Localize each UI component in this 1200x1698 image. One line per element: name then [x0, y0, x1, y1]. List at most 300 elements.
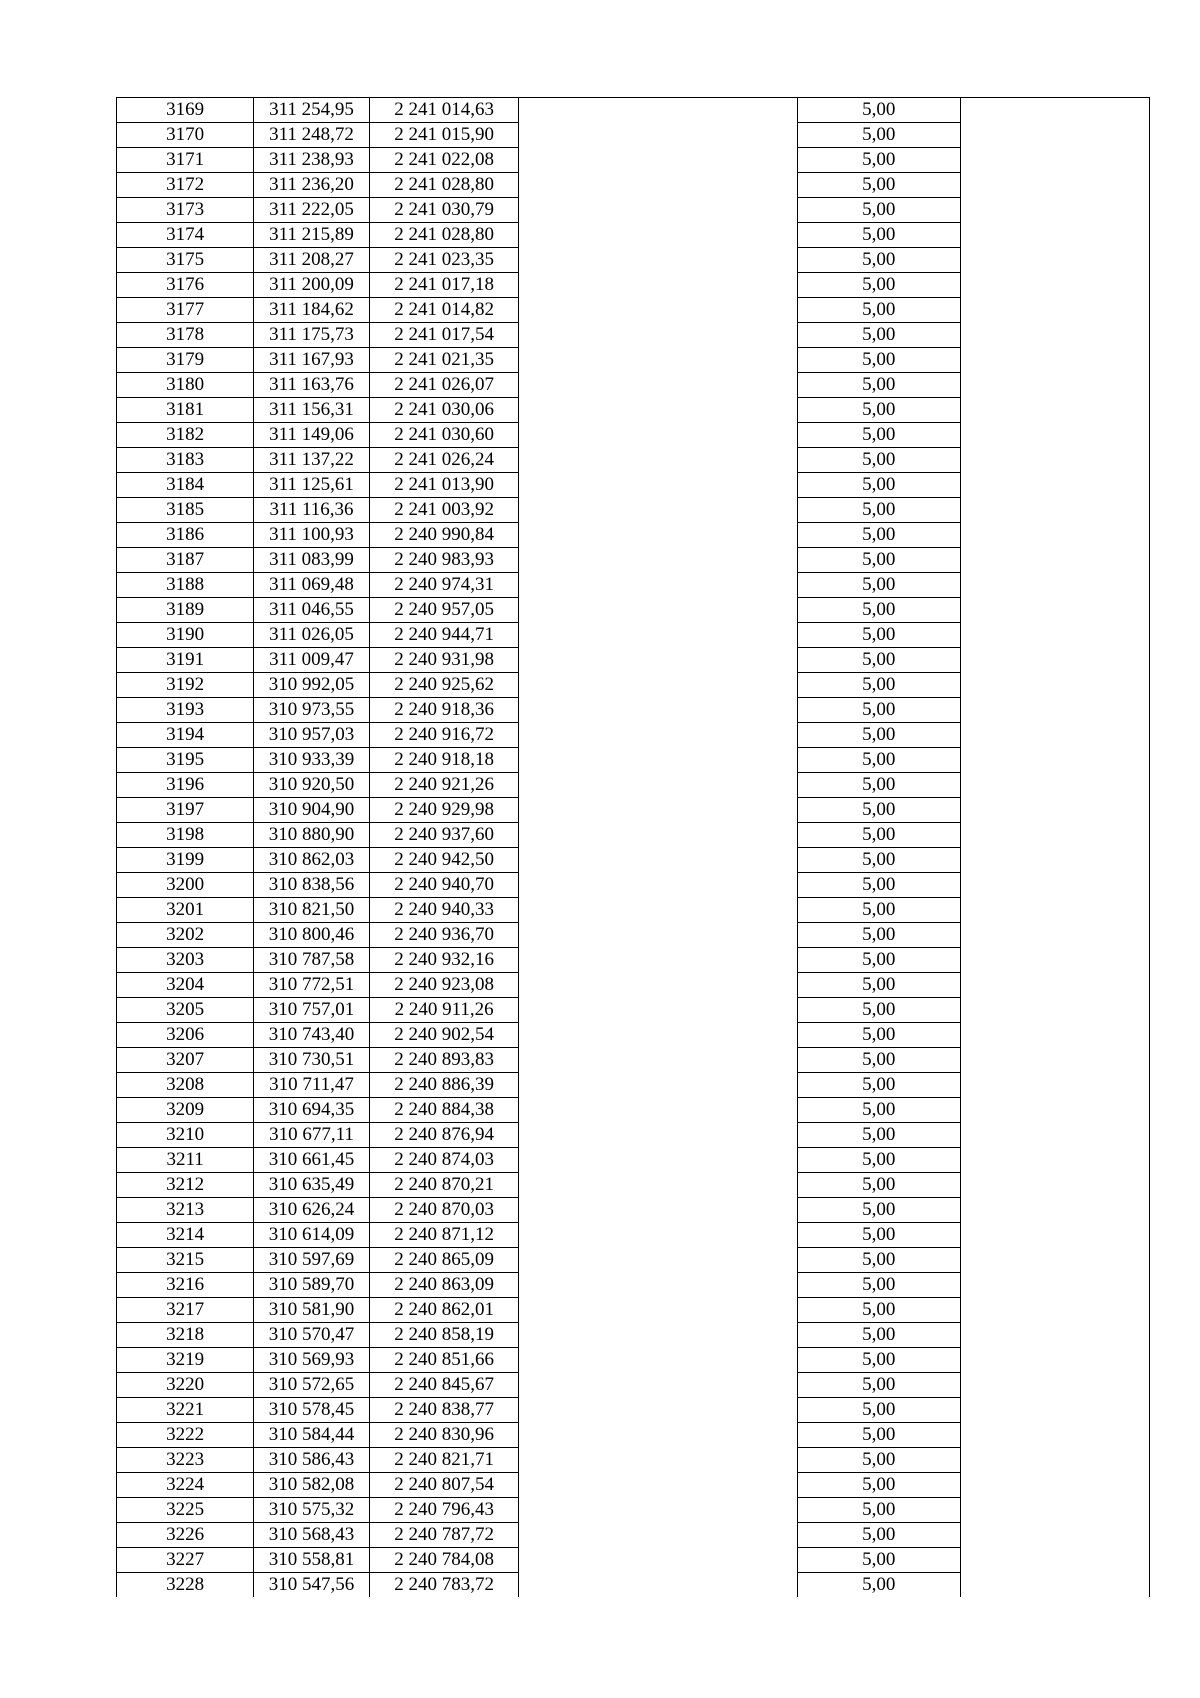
point-number-cell: 3220	[117, 1373, 254, 1398]
point-number-cell: 3176	[117, 273, 254, 298]
error-value-cell: 5,00	[797, 98, 960, 123]
empty-cell	[519, 1048, 797, 1073]
x-coordinate-cell: 310 575,32	[254, 1498, 370, 1523]
empty-cell	[519, 1273, 797, 1298]
y-coordinate-cell: 2 240 929,98	[369, 798, 518, 823]
error-value-cell: 5,00	[797, 498, 960, 523]
empty-cell	[519, 1023, 797, 1048]
point-number-cell: 3181	[117, 398, 254, 423]
table-row	[117, 348, 1150, 373]
error-value-cell: 5,00	[797, 798, 960, 823]
empty-cell	[960, 848, 1149, 873]
error-value-cell: 5,00	[797, 598, 960, 623]
point-number-cell: 3201	[117, 898, 254, 923]
x-coordinate-cell: 310 581,90	[254, 1298, 370, 1323]
empty-cell	[960, 1148, 1149, 1173]
error-value-cell: 5,00	[797, 1273, 960, 1298]
y-coordinate-cell: 2 240 851,66	[369, 1348, 518, 1373]
point-number-cell: 3169	[117, 98, 254, 123]
y-coordinate-cell: 2 240 886,39	[369, 1073, 518, 1098]
point-number-cell: 3189	[117, 598, 254, 623]
empty-cell	[519, 1223, 797, 1248]
point-number-cell: 3217	[117, 1298, 254, 1323]
table-row	[117, 273, 1150, 298]
table-row	[117, 448, 1150, 473]
y-coordinate-cell: 2 240 858,19	[369, 1323, 518, 1348]
y-coordinate-cell: 2 241 017,54	[369, 323, 518, 348]
error-value-cell: 5,00	[797, 573, 960, 598]
error-value-cell: 5,00	[797, 1123, 960, 1148]
point-number-cell: 3205	[117, 998, 254, 1023]
table-row	[117, 573, 1150, 598]
y-coordinate-cell: 2 241 021,35	[369, 348, 518, 373]
table-row	[117, 523, 1150, 548]
table-row	[117, 498, 1150, 523]
table-row	[117, 898, 1150, 923]
x-coordinate-cell: 310 957,03	[254, 723, 370, 748]
empty-cell	[960, 1073, 1149, 1098]
y-coordinate-cell: 2 241 017,18	[369, 273, 518, 298]
empty-cell	[519, 1323, 797, 1348]
x-coordinate-cell: 311 184,62	[254, 298, 370, 323]
point-number-cell: 3204	[117, 973, 254, 998]
empty-cell	[960, 948, 1149, 973]
x-coordinate-cell: 311 200,09	[254, 273, 370, 298]
x-coordinate-cell: 311 149,06	[254, 423, 370, 448]
y-coordinate-cell: 2 240 918,36	[369, 698, 518, 723]
y-coordinate-cell: 2 241 015,90	[369, 123, 518, 148]
x-coordinate-cell: 311 175,73	[254, 323, 370, 348]
error-value-cell: 5,00	[797, 523, 960, 548]
error-value-cell: 5,00	[797, 1148, 960, 1173]
y-coordinate-cell: 2 240 902,54	[369, 1023, 518, 1048]
point-number-cell: 3216	[117, 1273, 254, 1298]
empty-cell	[519, 723, 797, 748]
table-row	[117, 1298, 1150, 1323]
empty-cell	[519, 1123, 797, 1148]
x-coordinate-cell: 311 083,99	[254, 548, 370, 573]
x-coordinate-cell: 310 568,43	[254, 1523, 370, 1548]
table-row	[117, 998, 1150, 1023]
table-row	[117, 723, 1150, 748]
error-value-cell: 5,00	[797, 223, 960, 248]
error-value-cell: 5,00	[797, 323, 960, 348]
x-coordinate-cell: 310 757,01	[254, 998, 370, 1023]
error-value-cell: 5,00	[797, 423, 960, 448]
table-row	[117, 1373, 1150, 1398]
table-row	[117, 323, 1150, 348]
y-coordinate-cell: 2 241 022,08	[369, 148, 518, 173]
error-value-cell: 5,00	[797, 373, 960, 398]
empty-cell	[519, 748, 797, 773]
empty-cell	[519, 673, 797, 698]
empty-cell	[519, 873, 797, 898]
error-value-cell: 5,00	[797, 123, 960, 148]
empty-cell	[960, 1248, 1149, 1273]
y-coordinate-cell: 2 240 990,84	[369, 523, 518, 548]
table-row	[117, 98, 1150, 123]
point-number-cell: 3218	[117, 1323, 254, 1348]
point-number-cell: 3224	[117, 1473, 254, 1498]
x-coordinate-cell: 310 558,81	[254, 1548, 370, 1573]
empty-cell	[960, 598, 1149, 623]
y-coordinate-cell: 2 241 030,06	[369, 398, 518, 423]
y-coordinate-cell: 2 241 030,79	[369, 198, 518, 223]
error-value-cell: 5,00	[797, 698, 960, 723]
empty-cell	[519, 898, 797, 923]
empty-cell	[519, 1398, 797, 1423]
x-coordinate-cell: 310 730,51	[254, 1048, 370, 1073]
point-number-cell: 3171	[117, 148, 254, 173]
x-coordinate-cell: 311 238,93	[254, 148, 370, 173]
x-coordinate-cell: 310 661,45	[254, 1148, 370, 1173]
empty-cell	[960, 323, 1149, 348]
empty-cell	[960, 923, 1149, 948]
table-row	[117, 748, 1150, 773]
empty-cell	[519, 448, 797, 473]
empty-cell	[960, 1298, 1149, 1323]
table-row	[117, 1523, 1150, 1548]
table-row	[117, 423, 1150, 448]
y-coordinate-cell: 2 241 013,90	[369, 473, 518, 498]
y-coordinate-cell: 2 240 862,01	[369, 1298, 518, 1323]
y-coordinate-cell: 2 240 783,72	[369, 1573, 518, 1598]
empty-cell	[960, 498, 1149, 523]
x-coordinate-cell: 310 582,08	[254, 1473, 370, 1498]
empty-cell	[960, 673, 1149, 698]
y-coordinate-cell: 2 240 784,08	[369, 1548, 518, 1573]
empty-cell	[519, 373, 797, 398]
point-number-cell: 3190	[117, 623, 254, 648]
table-row	[117, 1548, 1150, 1573]
x-coordinate-cell: 310 569,93	[254, 1348, 370, 1373]
table-row	[117, 1273, 1150, 1298]
y-coordinate-cell: 2 240 936,70	[369, 923, 518, 948]
table-row	[117, 1023, 1150, 1048]
y-coordinate-cell: 2 240 830,96	[369, 1423, 518, 1448]
error-value-cell: 5,00	[797, 848, 960, 873]
x-coordinate-cell: 310 862,03	[254, 848, 370, 873]
x-coordinate-cell: 311 069,48	[254, 573, 370, 598]
point-number-cell: 3172	[117, 173, 254, 198]
empty-cell	[519, 223, 797, 248]
empty-cell	[960, 1473, 1149, 1498]
point-number-cell: 3219	[117, 1348, 254, 1373]
empty-cell	[519, 98, 797, 123]
point-number-cell: 3221	[117, 1398, 254, 1423]
table-row	[117, 873, 1150, 898]
point-number-cell: 3223	[117, 1448, 254, 1473]
empty-cell	[519, 1573, 797, 1598]
y-coordinate-cell: 2 240 884,38	[369, 1098, 518, 1123]
x-coordinate-cell: 311 009,47	[254, 648, 370, 673]
empty-cell	[519, 198, 797, 223]
y-coordinate-cell: 2 240 911,26	[369, 998, 518, 1023]
empty-cell	[960, 148, 1149, 173]
empty-cell	[519, 923, 797, 948]
empty-cell	[960, 1523, 1149, 1548]
empty-cell	[960, 223, 1149, 248]
empty-cell	[960, 398, 1149, 423]
x-coordinate-cell: 310 743,40	[254, 1023, 370, 1048]
empty-cell	[519, 298, 797, 323]
empty-cell	[960, 273, 1149, 298]
table-row	[117, 598, 1150, 623]
y-coordinate-cell: 2 240 932,16	[369, 948, 518, 973]
y-coordinate-cell: 2 241 003,92	[369, 498, 518, 523]
point-number-cell: 3196	[117, 773, 254, 798]
empty-cell	[519, 1373, 797, 1398]
point-number-cell: 3180	[117, 373, 254, 398]
x-coordinate-cell: 311 137,22	[254, 448, 370, 473]
empty-cell	[519, 1498, 797, 1523]
table-row	[117, 548, 1150, 573]
x-coordinate-cell: 310 586,43	[254, 1448, 370, 1473]
error-value-cell: 5,00	[797, 773, 960, 798]
empty-cell	[960, 773, 1149, 798]
empty-cell	[960, 448, 1149, 473]
point-number-cell: 3208	[117, 1073, 254, 1098]
empty-cell	[519, 473, 797, 498]
error-value-cell: 5,00	[797, 873, 960, 898]
x-coordinate-cell: 310 973,55	[254, 698, 370, 723]
empty-cell	[519, 1198, 797, 1223]
error-value-cell: 5,00	[797, 1498, 960, 1523]
x-coordinate-cell: 310 572,65	[254, 1373, 370, 1398]
error-value-cell: 5,00	[797, 1473, 960, 1498]
error-value-cell: 5,00	[797, 898, 960, 923]
empty-cell	[960, 1198, 1149, 1223]
empty-cell	[519, 548, 797, 573]
error-value-cell: 5,00	[797, 1523, 960, 1548]
empty-cell	[519, 1148, 797, 1173]
point-number-cell: 3197	[117, 798, 254, 823]
x-coordinate-cell: 311 254,95	[254, 98, 370, 123]
empty-cell	[519, 323, 797, 348]
error-value-cell: 5,00	[797, 998, 960, 1023]
empty-cell	[960, 1448, 1149, 1473]
empty-cell	[960, 998, 1149, 1023]
y-coordinate-cell: 2 240 796,43	[369, 1498, 518, 1523]
x-coordinate-cell: 310 800,46	[254, 923, 370, 948]
empty-cell	[519, 648, 797, 673]
y-coordinate-cell: 2 241 030,60	[369, 423, 518, 448]
point-number-cell: 3184	[117, 473, 254, 498]
y-coordinate-cell: 2 241 026,24	[369, 448, 518, 473]
error-value-cell: 5,00	[797, 473, 960, 498]
empty-cell	[519, 1473, 797, 1498]
table-row	[117, 1223, 1150, 1248]
empty-cell	[960, 173, 1149, 198]
error-value-cell: 5,00	[797, 673, 960, 698]
empty-cell	[960, 1498, 1149, 1523]
table-row	[117, 1398, 1150, 1423]
error-value-cell: 5,00	[797, 623, 960, 648]
point-number-cell: 3227	[117, 1548, 254, 1573]
table-row	[117, 973, 1150, 998]
y-coordinate-cell: 2 240 870,03	[369, 1198, 518, 1223]
x-coordinate-cell: 310 838,56	[254, 873, 370, 898]
y-coordinate-cell: 2 240 865,09	[369, 1248, 518, 1273]
x-coordinate-cell: 310 920,50	[254, 773, 370, 798]
empty-cell	[519, 1298, 797, 1323]
x-coordinate-cell: 311 236,20	[254, 173, 370, 198]
empty-cell	[519, 523, 797, 548]
point-number-cell: 3214	[117, 1223, 254, 1248]
x-coordinate-cell: 311 026,05	[254, 623, 370, 648]
x-coordinate-cell: 310 570,47	[254, 1323, 370, 1348]
error-value-cell: 5,00	[797, 448, 960, 473]
y-coordinate-cell: 2 240 876,94	[369, 1123, 518, 1148]
error-value-cell: 5,00	[797, 1073, 960, 1098]
empty-cell	[960, 623, 1149, 648]
y-coordinate-cell: 2 240 807,54	[369, 1473, 518, 1498]
error-value-cell: 5,00	[797, 548, 960, 573]
point-number-cell: 3200	[117, 873, 254, 898]
empty-cell	[519, 573, 797, 598]
table-row	[117, 248, 1150, 273]
table-row	[117, 1173, 1150, 1198]
x-coordinate-cell: 310 821,50	[254, 898, 370, 923]
x-coordinate-cell: 311 100,93	[254, 523, 370, 548]
table-row	[117, 298, 1150, 323]
empty-cell	[960, 648, 1149, 673]
x-coordinate-cell: 310 578,45	[254, 1398, 370, 1423]
table-row	[117, 923, 1150, 948]
y-coordinate-cell: 2 240 918,18	[369, 748, 518, 773]
table-row	[117, 798, 1150, 823]
error-value-cell: 5,00	[797, 823, 960, 848]
table-row	[117, 1423, 1150, 1448]
y-coordinate-cell: 2 240 893,83	[369, 1048, 518, 1073]
empty-cell	[960, 548, 1149, 573]
point-number-cell: 3170	[117, 123, 254, 148]
empty-cell	[519, 623, 797, 648]
x-coordinate-cell: 311 163,76	[254, 373, 370, 398]
point-number-cell: 3195	[117, 748, 254, 773]
x-coordinate-cell: 311 156,31	[254, 398, 370, 423]
empty-cell	[519, 948, 797, 973]
y-coordinate-cell: 2 240 863,09	[369, 1273, 518, 1298]
y-coordinate-cell: 2 240 931,98	[369, 648, 518, 673]
error-value-cell: 5,00	[797, 1173, 960, 1198]
error-value-cell: 5,00	[797, 1023, 960, 1048]
error-value-cell: 5,00	[797, 948, 960, 973]
table-row	[117, 623, 1150, 648]
empty-cell	[960, 373, 1149, 398]
x-coordinate-cell: 310 584,44	[254, 1423, 370, 1448]
table-row	[117, 473, 1150, 498]
y-coordinate-cell: 2 240 944,71	[369, 623, 518, 648]
y-coordinate-cell: 2 241 014,63	[369, 98, 518, 123]
empty-cell	[960, 98, 1149, 123]
empty-cell	[960, 348, 1149, 373]
point-number-cell: 3225	[117, 1498, 254, 1523]
point-number-cell: 3183	[117, 448, 254, 473]
y-coordinate-cell: 2 241 026,07	[369, 373, 518, 398]
table-row	[117, 1073, 1150, 1098]
point-number-cell: 3177	[117, 298, 254, 323]
empty-cell	[960, 123, 1149, 148]
empty-cell	[960, 1548, 1149, 1573]
empty-cell	[519, 173, 797, 198]
empty-cell	[960, 1048, 1149, 1073]
y-coordinate-cell: 2 240 940,70	[369, 873, 518, 898]
table-row	[117, 1323, 1150, 1348]
empty-cell	[519, 1073, 797, 1098]
x-coordinate-cell: 310 992,05	[254, 673, 370, 698]
point-number-cell: 3215	[117, 1248, 254, 1273]
point-number-cell: 3174	[117, 223, 254, 248]
empty-cell	[519, 498, 797, 523]
empty-cell	[960, 523, 1149, 548]
point-number-cell: 3199	[117, 848, 254, 873]
error-value-cell: 5,00	[797, 148, 960, 173]
error-value-cell: 5,00	[797, 1448, 960, 1473]
empty-cell	[519, 598, 797, 623]
x-coordinate-cell: 311 222,05	[254, 198, 370, 223]
empty-cell	[960, 873, 1149, 898]
table-row	[117, 1048, 1150, 1073]
y-coordinate-cell: 2 240 838,77	[369, 1398, 518, 1423]
table-row	[117, 198, 1150, 223]
y-coordinate-cell: 2 240 845,67	[369, 1373, 518, 1398]
y-coordinate-cell: 2 240 821,71	[369, 1448, 518, 1473]
empty-cell	[960, 1173, 1149, 1198]
error-value-cell: 5,00	[797, 1198, 960, 1223]
x-coordinate-cell: 311 167,93	[254, 348, 370, 373]
point-number-cell: 3182	[117, 423, 254, 448]
table-row	[117, 1198, 1150, 1223]
error-value-cell: 5,00	[797, 1348, 960, 1373]
empty-cell	[960, 1423, 1149, 1448]
error-value-cell: 5,00	[797, 923, 960, 948]
point-number-cell: 3222	[117, 1423, 254, 1448]
y-coordinate-cell: 2 240 871,12	[369, 1223, 518, 1248]
empty-cell	[519, 1098, 797, 1123]
point-number-cell: 3209	[117, 1098, 254, 1123]
y-coordinate-cell: 2 241 014,82	[369, 298, 518, 323]
y-coordinate-cell: 2 240 940,33	[369, 898, 518, 923]
empty-cell	[519, 1348, 797, 1373]
error-value-cell: 5,00	[797, 1323, 960, 1348]
x-coordinate-cell: 310 677,11	[254, 1123, 370, 1148]
empty-cell	[960, 1573, 1149, 1598]
point-number-cell: 3212	[117, 1173, 254, 1198]
empty-cell	[960, 798, 1149, 823]
x-coordinate-cell: 311 248,72	[254, 123, 370, 148]
point-number-cell: 3186	[117, 523, 254, 548]
empty-cell	[519, 848, 797, 873]
empty-cell	[960, 1123, 1149, 1148]
point-number-cell: 3207	[117, 1048, 254, 1073]
error-value-cell: 5,00	[797, 1223, 960, 1248]
y-coordinate-cell: 2 240 916,72	[369, 723, 518, 748]
empty-cell	[960, 1273, 1149, 1298]
empty-cell	[519, 798, 797, 823]
x-coordinate-cell: 310 614,09	[254, 1223, 370, 1248]
table-row	[117, 123, 1150, 148]
point-number-cell: 3206	[117, 1023, 254, 1048]
error-value-cell: 5,00	[797, 1398, 960, 1423]
error-value-cell: 5,00	[797, 973, 960, 998]
empty-cell	[519, 823, 797, 848]
error-value-cell: 5,00	[797, 1423, 960, 1448]
y-coordinate-cell: 2 240 942,50	[369, 848, 518, 873]
error-value-cell: 5,00	[797, 1373, 960, 1398]
point-number-cell: 3193	[117, 698, 254, 723]
error-value-cell: 5,00	[797, 173, 960, 198]
